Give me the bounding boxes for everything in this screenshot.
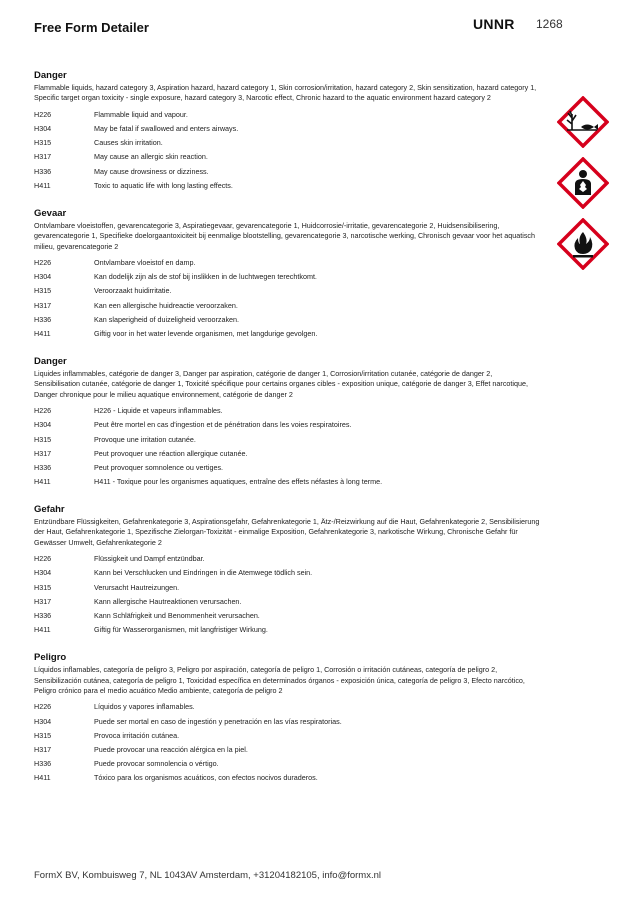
h-text: May be fatal if swallowed and enters airways. <box>94 124 239 133</box>
hazard-statement <box>34 435 540 445</box>
h-text: Kan dodelijk zijn als de stof bij inslikken in de luchtwegen terechtkomt. <box>94 272 317 282</box>
h-text: Puede provocar una reacción alérgica en la piel. <box>94 745 248 754</box>
h-text: Puede ser mortal en caso de ingestión y penetración en las vías respiratorias. <box>94 716 342 726</box>
h-code: H226 <box>34 702 52 712</box>
h-code: H317 <box>34 745 52 754</box>
environment-hazard-icon <box>557 96 609 148</box>
h-text: Peut provoquer une réaction allergique cutanée. <box>94 448 248 458</box>
hazard-statement <box>34 152 540 162</box>
h-text: Kan een allergische huidreactie veroorzaken. <box>94 300 238 310</box>
document-title: Free Form Detailer <box>34 20 149 35</box>
hazard-statement <box>34 301 540 311</box>
h-text: Flüssigkeit und Dampf entzündbar. <box>94 554 205 564</box>
h-code: H317 <box>34 448 52 458</box>
h-text: Kann allergische Hautreaktionen verursachen. <box>94 596 242 606</box>
h-code: H411 <box>34 180 51 190</box>
h-code: H226 <box>34 554 52 564</box>
h-code: H226 <box>34 257 52 267</box>
hazard-statement <box>34 406 540 416</box>
signal-word: Danger <box>34 355 67 367</box>
hazard-statement <box>34 731 540 741</box>
h-code: H315 <box>34 434 52 444</box>
hazard-section-nl <box>34 208 540 339</box>
h-text: Causes skin irritation. <box>94 138 163 148</box>
h-code: H336 <box>34 759 52 769</box>
hazard-statement <box>34 329 540 339</box>
h-text: H226 - Liquide et vapeurs inflammables. <box>94 406 223 416</box>
h-text: Líquidos y vapores inflamables. <box>94 702 195 712</box>
h-code: H411 <box>34 328 51 338</box>
hazard-statement <box>34 420 540 430</box>
hazard-statement <box>34 583 540 593</box>
h-text: Provoca irritación cutánea. <box>94 730 180 740</box>
h-text: Peut être mortel en cas d'ingestion et de pénétration dans les voies respiratoires. <box>94 420 352 430</box>
h-code: H315 <box>34 138 52 148</box>
hazard-section-fr <box>34 356 540 487</box>
hazard-statement <box>34 477 540 487</box>
hazard-statement <box>34 745 540 755</box>
h-text: Provoque une irritation cutanée. <box>94 434 196 444</box>
hazard-statement <box>34 138 540 148</box>
hazard-classification: Líquidos inflamables, categoría de peligro 3, Peligro por aspiración, categoría de peligro 1, Corrosión o irritación cutáneas, categoría de peligro 2, Sensibilización cutánea, categoría de peligro 1, Toxicidad específica en determinados órganos - exposición única, categoría de peligro 3, Efecto narcótico, Peligro crónico para el medio acuático Medio ambiente, categoría de peligro 2 <box>34 665 525 696</box>
hazard-classification: Ontvlambare vloeistoffen, gevarencategorie 3, Aspiratiegevaar, gevarencategorie 1, Huidcorrosie/-irritatie, gevarencategorie 2, Huidsensibilisering, gevarencategorie 1, Specifieke doelorgaantoxiciteit bij eenmalige blootstelling, gevarencategorie 3, narcotische werking, Chronisch gevaar voor het aquatisch milieu, gevarencategorie 2 <box>34 220 536 251</box>
h-text: Puede provocar somnolencia o vértigo. <box>94 759 219 769</box>
health-hazard-icon <box>557 157 609 209</box>
h-code: H317 <box>34 300 52 310</box>
h-text: Tóxico para los organismos acuáticos, con efectos nocivos duraderos. <box>94 773 318 783</box>
hazard-statement <box>34 717 540 727</box>
hazard-statement <box>34 463 540 473</box>
hazard-statement <box>34 110 540 120</box>
h-text: Flammable liquid and vapour. <box>94 109 188 119</box>
hazard-classification: Flammable liquids, hazard category 3, Aspiration hazard, hazard category 1, Skin corrosion/irritation, hazard category 2, Skin sensitization, hazard category 1, Specific target organ toxicity - single exposure, hazard category 3, Narcotic effect, Chronic hazard to the aquatic environment hazard category 2 <box>34 83 537 103</box>
hazard-statement <box>34 258 540 268</box>
h-code: H304 <box>34 124 52 133</box>
signal-word: Danger <box>34 70 67 81</box>
h-text: Giftig für Wasserorganismen, mit langfristiger Wirkung. <box>94 625 268 635</box>
h-code: H304 <box>34 716 52 726</box>
hazard-statement <box>34 625 540 635</box>
h-code: H411 <box>34 773 51 783</box>
h-code: H315 <box>34 286 52 296</box>
hazard-statement <box>34 597 540 607</box>
h-code: H304 <box>34 568 52 578</box>
flame-icon <box>557 218 609 270</box>
h-code: H226 <box>34 109 52 119</box>
h-code: H315 <box>34 730 52 740</box>
h-text: Ontvlambare vloeistof en damp. <box>94 257 196 267</box>
h-text: Kann bei Verschlucken und Eindringen in die Atemwege tödlich sein. <box>94 568 313 578</box>
h-code: H411 <box>34 625 51 635</box>
hazard-statement <box>34 167 540 177</box>
hazard-statement <box>34 181 540 191</box>
hazard-content <box>34 70 540 800</box>
h-text: Toxic to aquatic life with long lasting effects. <box>94 180 233 190</box>
hazard-statement <box>34 773 540 783</box>
h-code: H336 <box>34 314 52 324</box>
h-code: H304 <box>34 420 52 430</box>
hazard-statement <box>34 449 540 459</box>
h-text: Kann Schläfrigkeit und Benommenheit verursachen. <box>94 611 260 621</box>
h-text: Verursacht Hautreizungen. <box>94 582 180 592</box>
hazard-section-de <box>34 504 540 635</box>
hazard-section-en <box>34 70 540 191</box>
signal-word: Gevaar <box>34 207 67 219</box>
company-footer: FormX BV, Kombuisweg 7, NL 1043AV Amsterdam, +31204182105, info@formx.nl <box>34 870 381 881</box>
un-number-value: 1268 <box>536 17 563 31</box>
h-code: H315 <box>34 582 52 592</box>
signal-word: Peligro <box>34 652 67 664</box>
h-text: Giftig voor in het water levende organismen, met langdurige gevolgen. <box>94 328 318 338</box>
h-code: H317 <box>34 596 52 606</box>
hazard-statement <box>34 702 540 712</box>
h-text: May cause an allergic skin reaction. <box>94 152 208 162</box>
hazard-statement <box>34 611 540 621</box>
h-code: H336 <box>34 166 52 176</box>
signal-word: Gefahr <box>34 504 65 516</box>
h-text: Kan slaperigheid of duizeligheid veroorzaken. <box>94 314 240 324</box>
hazard-statement <box>34 568 540 578</box>
h-code: H411 <box>34 477 51 487</box>
hazard-classification: Liquides inflammables, catégorie de danger 3, Danger par aspiration, catégorie de danger 1, Corrosion/irritation cutanée, catégorie de danger 2, Sensibilisation cutanée, catégorie de danger 1, Toxicité spécifique pour certains organes cibles - exposition unique, catégorie de danger 3, Effet narcotique, Danger chronique pour le milieu aquatique environnement, catégorie de danger 2 <box>34 368 528 399</box>
h-text: H411 - Toxique pour les organismes aquatiques, entraîne des effets néfastes à long terme. <box>94 477 383 487</box>
hazard-statement <box>34 759 540 769</box>
h-code: H336 <box>34 462 52 472</box>
h-text: Peut provoquer somnolence ou vertiges. <box>94 462 224 472</box>
h-code: H304 <box>34 272 52 282</box>
hazard-statement <box>34 554 540 564</box>
h-text: Veroorzaakt huidirritatie. <box>94 286 172 296</box>
h-code: H226 <box>34 406 52 416</box>
un-number-label: UNNR <box>473 16 515 32</box>
hazard-section-es <box>34 652 540 783</box>
hazard-statement <box>34 315 540 325</box>
hazard-statement <box>34 286 540 296</box>
hazard-statement <box>34 124 540 134</box>
h-code: H336 <box>34 611 52 621</box>
ghs-pictograms <box>557 96 609 279</box>
hazard-statement <box>34 272 540 282</box>
h-code: H317 <box>34 152 52 162</box>
h-text: May cause drowsiness or dizziness. <box>94 166 209 176</box>
hazard-classification: Entzündbare Flüssigkeiten, Gefahrenkategorie 3, Aspirationsgefahr, Gefahrenkategorie 1, Ätz-/Reizwirkung auf die Haut, Gefahrenkategorie 2, Sensibilisierung der Haut, Gefahrenkategorie 1, Spezifische Zielorgan-Toxizität - einmalige Exposition, Gefahrenkategorie 3, narkotische Wirkung, Chronische Gefahr für Gewässer Umwelt, Gefahrenkategorie 2 <box>34 517 540 547</box>
